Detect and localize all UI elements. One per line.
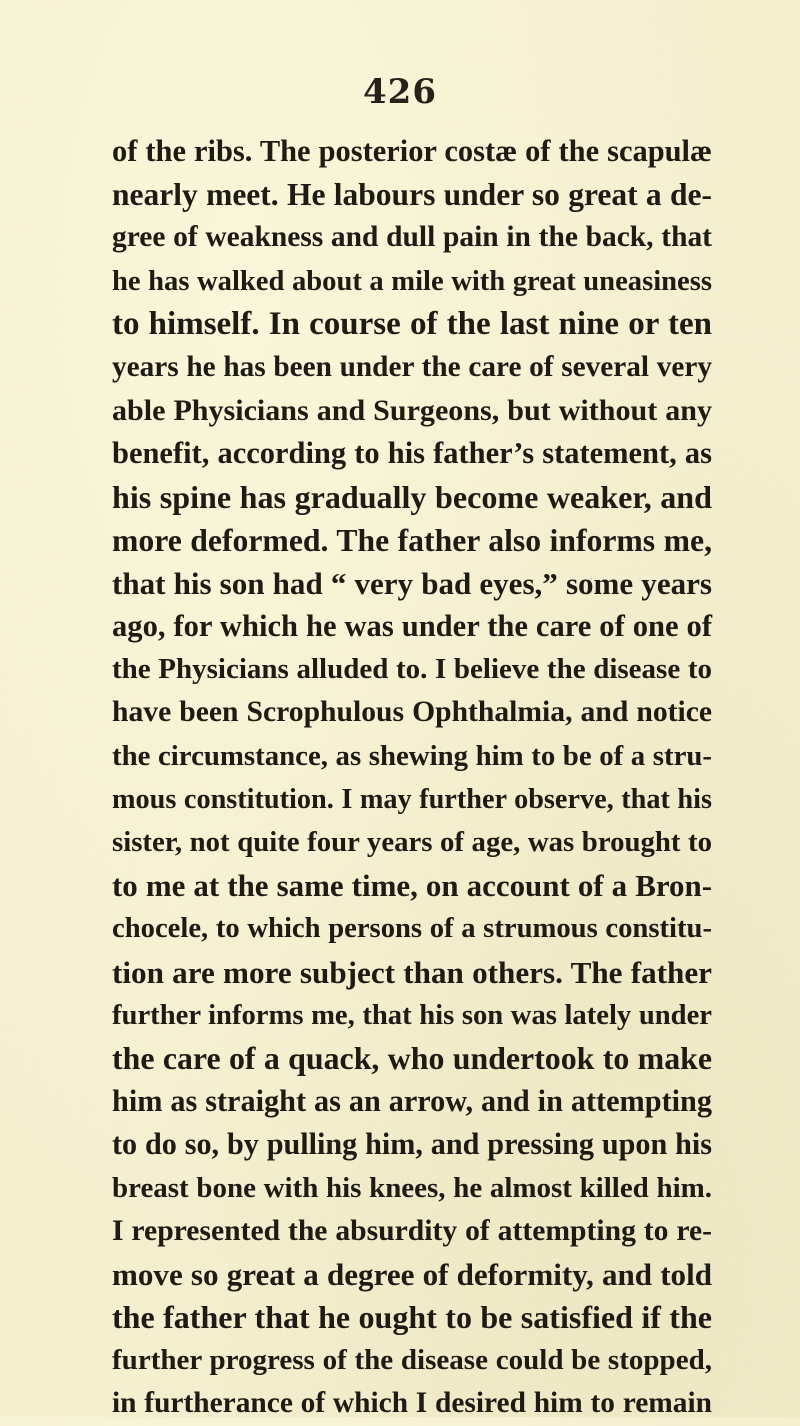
text-line: nearly meet. He labours under so great a de- — [112, 177, 712, 213]
page-number: 426 — [363, 72, 437, 112]
text-line: have been Scrophulous Ophthalmia, and notice — [112, 696, 712, 729]
text-line: mous constitution. I may further observe, that his — [112, 783, 712, 815]
text-line: that his son had “ very bad eyes,” some years — [112, 565, 712, 601]
text-line: in furtherance of which I desired him to remain — [112, 1387, 712, 1420]
text-line: to me at the same time, on account of a Bron- — [112, 868, 712, 904]
text-line: he has walked about a mile with great uneasiness — [112, 265, 712, 297]
text-line: him as straight as an arrow, and in attempting — [112, 1084, 712, 1119]
body-text — [112, 130, 712, 1426]
text-line: more deformed. The father also informs me, — [112, 522, 712, 558]
text-line: of the ribs. The posterior costæ of the scapulæ — [112, 134, 712, 168]
text-line: the Physicians alluded to. I believe the disease to — [112, 653, 712, 686]
text-line: chocele, to which persons of a strumous constitu- — [112, 912, 712, 945]
text-line: the father that he ought to be satisfied if the — [112, 1299, 712, 1336]
text-line: years he has been under the care of several very — [112, 350, 712, 383]
text-line: further informs me, that his son was lately under — [112, 998, 712, 1031]
text-line: move so great a degree of deformity, and told — [112, 1256, 712, 1292]
text-line: to do so, by pulling him, and pressing upon his — [112, 1127, 712, 1162]
text-line: gree of weakness and dull pain in the back, that — [112, 221, 712, 254]
text-line: his spine has gradually become weaker, and — [112, 478, 712, 515]
text-line: the care of a quack, who undertook to make — [112, 1040, 712, 1076]
text-line: the circumstance, as shewing him to be of a stru- — [112, 739, 712, 772]
text-line: tion are more subject than others. The father — [112, 954, 712, 990]
text-line: ago, for which he was under the care of one of — [112, 609, 712, 644]
text-line: to himself. In course of the last nine or ten — [112, 305, 712, 342]
text-line: able Physicians and Surgeons, but without any — [112, 393, 712, 428]
text-line: I represented the absurdity of attempting to re- — [112, 1214, 712, 1247]
text-line: breast bone with his knees, he almost killed him. — [112, 1171, 712, 1204]
text-line: benefit, according to his father’s statement, as — [112, 436, 712, 471]
text-line: sister, not quite four years of age, was brought to — [112, 826, 712, 858]
text-line: further progress of the disease could be stopped, — [112, 1344, 712, 1377]
